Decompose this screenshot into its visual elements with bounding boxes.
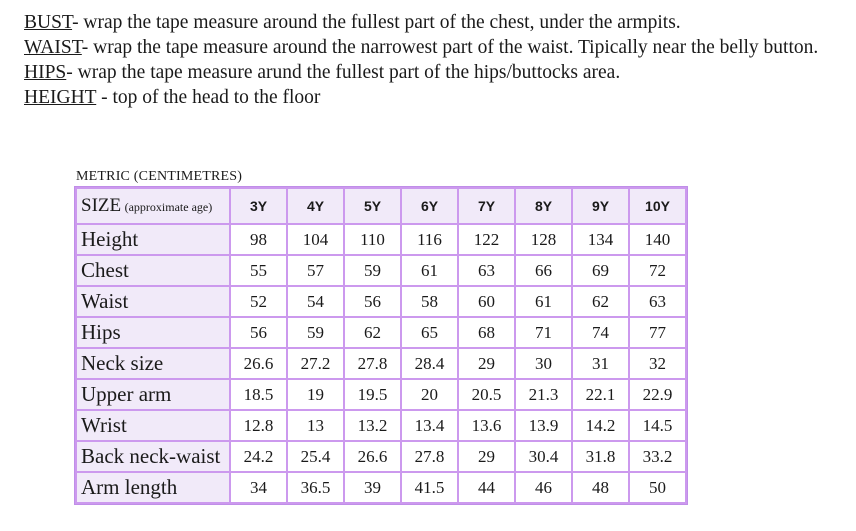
measurement-cell: 27.8 bbox=[402, 442, 457, 471]
measurement-cell: 122 bbox=[459, 225, 514, 254]
measurement-cell: 116 bbox=[402, 225, 457, 254]
instruction-height bbox=[24, 85, 844, 110]
measurement-cell: 25.4 bbox=[288, 442, 343, 471]
size-column-header: 8Y bbox=[516, 189, 571, 223]
size-column-header: 5Y bbox=[345, 189, 400, 223]
measurement-cell: 22.9 bbox=[630, 380, 685, 409]
measurement-cell: 14.2 bbox=[573, 411, 628, 440]
measurement-cell: 65 bbox=[402, 318, 457, 347]
size-column-header: 10Y bbox=[630, 189, 685, 223]
measurement-cell: 39 bbox=[345, 473, 400, 502]
size-column-header: 9Y bbox=[573, 189, 628, 223]
header-row bbox=[77, 189, 685, 223]
measurement-cell: 98 bbox=[231, 225, 286, 254]
measurement-cell: 58 bbox=[402, 287, 457, 316]
table-row bbox=[77, 380, 685, 409]
row-label: Waist bbox=[77, 287, 229, 316]
measurement-cell: 13 bbox=[288, 411, 343, 440]
measurement-cell: 63 bbox=[459, 256, 514, 285]
size-column-header: 4Y bbox=[288, 189, 343, 223]
instruction-term: HIPS bbox=[24, 62, 67, 83]
measurement-cell: 31 bbox=[573, 349, 628, 378]
row-label: Back neck-waist bbox=[77, 442, 229, 471]
measurement-cell: 12.8 bbox=[231, 411, 286, 440]
measurement-cell: 128 bbox=[516, 225, 571, 254]
measurement-cell: 26.6 bbox=[231, 349, 286, 378]
measurement-cell: 34 bbox=[231, 473, 286, 502]
measurement-cell: 72 bbox=[630, 256, 685, 285]
measurement-cell: 19 bbox=[288, 380, 343, 409]
measurement-cell: 57 bbox=[288, 256, 343, 285]
measurement-cell: 29 bbox=[459, 442, 514, 471]
measurement-cell: 104 bbox=[288, 225, 343, 254]
measurement-cell: 59 bbox=[288, 318, 343, 347]
instruction-term: HEIGHT bbox=[24, 87, 97, 108]
measurement-cell: 36.5 bbox=[288, 473, 343, 502]
table-body bbox=[77, 225, 685, 502]
row-label: Upper arm bbox=[77, 380, 229, 409]
measurement-cell: 30 bbox=[516, 349, 571, 378]
measurement-cell: 24.2 bbox=[231, 442, 286, 471]
measurement-cell: 61 bbox=[516, 287, 571, 316]
table-row bbox=[77, 442, 685, 471]
measurement-cell: 29 bbox=[459, 349, 514, 378]
measurement-cell: 22.1 bbox=[573, 380, 628, 409]
measurement-cell: 52 bbox=[231, 287, 286, 316]
measurement-cell: 50 bbox=[630, 473, 685, 502]
instruction-hips bbox=[24, 60, 844, 85]
instruction-text: - wrap the tape measure arund the fullest part of the hips/buttocks area. bbox=[66, 62, 621, 83]
measurement-cell: 32 bbox=[630, 349, 685, 378]
size-note: (approximate age) bbox=[124, 200, 213, 214]
measurement-cell: 20 bbox=[402, 380, 457, 409]
row-label: Height bbox=[77, 225, 229, 254]
measurement-cell: 110 bbox=[345, 225, 400, 254]
measurement-cell: 48 bbox=[573, 473, 628, 502]
instruction-term: WAIST bbox=[24, 37, 82, 58]
instruction-term: BUST bbox=[24, 12, 73, 33]
size-label: SIZE bbox=[81, 195, 122, 216]
measurement-cell: 19.5 bbox=[345, 380, 400, 409]
measurement-cell: 21.3 bbox=[516, 380, 571, 409]
measurement-cell: 27.8 bbox=[345, 349, 400, 378]
measurement-cell: 44 bbox=[459, 473, 514, 502]
measurement-cell: 13.2 bbox=[345, 411, 400, 440]
measurement-cell: 62 bbox=[573, 287, 628, 316]
size-header bbox=[77, 189, 229, 223]
measurement-cell: 69 bbox=[573, 256, 628, 285]
measurement-cell: 56 bbox=[345, 287, 400, 316]
measurement-cell: 28.4 bbox=[402, 349, 457, 378]
measurement-cell: 56 bbox=[231, 318, 286, 347]
instruction-waist bbox=[24, 35, 844, 60]
measuring-instructions bbox=[24, 10, 844, 110]
table-row bbox=[77, 349, 685, 378]
measurement-cell: 13.6 bbox=[459, 411, 514, 440]
measurement-cell: 41.5 bbox=[402, 473, 457, 502]
measurement-cell: 55 bbox=[231, 256, 286, 285]
measurement-cell: 27.2 bbox=[288, 349, 343, 378]
row-label: Chest bbox=[77, 256, 229, 285]
measurement-cell: 59 bbox=[345, 256, 400, 285]
measurement-cell: 54 bbox=[288, 287, 343, 316]
row-label: Neck size bbox=[77, 349, 229, 378]
measurement-cell: 63 bbox=[630, 287, 685, 316]
measurement-cell: 33.2 bbox=[630, 442, 685, 471]
size-chart-table bbox=[74, 186, 688, 505]
instruction-bust bbox=[24, 10, 844, 35]
row-label: Wrist bbox=[77, 411, 229, 440]
measurement-cell: 13.4 bbox=[402, 411, 457, 440]
instruction-text: - top of the head to the floor bbox=[96, 87, 321, 108]
size-column-header: 7Y bbox=[459, 189, 514, 223]
measurement-cell: 26.6 bbox=[345, 442, 400, 471]
measurement-cell: 61 bbox=[402, 256, 457, 285]
table-row bbox=[77, 318, 685, 347]
measurement-cell: 66 bbox=[516, 256, 571, 285]
measurement-cell: 14.5 bbox=[630, 411, 685, 440]
size-column-header: 3Y bbox=[231, 189, 286, 223]
measurement-cell: 18.5 bbox=[231, 380, 286, 409]
instruction-text: - wrap the tape measure around the fullest part of the chest, under the armpits. bbox=[72, 12, 681, 33]
measurement-cell: 134 bbox=[573, 225, 628, 254]
table-caption: METRIC (CENTIMETRES) bbox=[76, 169, 243, 184]
measurement-cell: 13.9 bbox=[516, 411, 571, 440]
table-row bbox=[77, 473, 685, 502]
table-row bbox=[77, 225, 685, 254]
measurement-cell: 30.4 bbox=[516, 442, 571, 471]
measurement-cell: 71 bbox=[516, 318, 571, 347]
size-column-header: 6Y bbox=[402, 189, 457, 223]
instruction-text: - wrap the tape measure around the narrowest part of the waist. Tipically near the belly button. bbox=[81, 37, 819, 58]
row-label: Hips bbox=[77, 318, 229, 347]
measurement-cell: 77 bbox=[630, 318, 685, 347]
measurement-cell: 68 bbox=[459, 318, 514, 347]
measurement-cell: 74 bbox=[573, 318, 628, 347]
measurement-cell: 46 bbox=[516, 473, 571, 502]
table-row bbox=[77, 411, 685, 440]
table-row bbox=[77, 287, 685, 316]
measurement-cell: 20.5 bbox=[459, 380, 514, 409]
measurement-cell: 60 bbox=[459, 287, 514, 316]
measurement-cell: 62 bbox=[345, 318, 400, 347]
row-label: Arm length bbox=[77, 473, 229, 502]
measurement-cell: 140 bbox=[630, 225, 685, 254]
table-row bbox=[77, 256, 685, 285]
measurement-cell: 31.8 bbox=[573, 442, 628, 471]
